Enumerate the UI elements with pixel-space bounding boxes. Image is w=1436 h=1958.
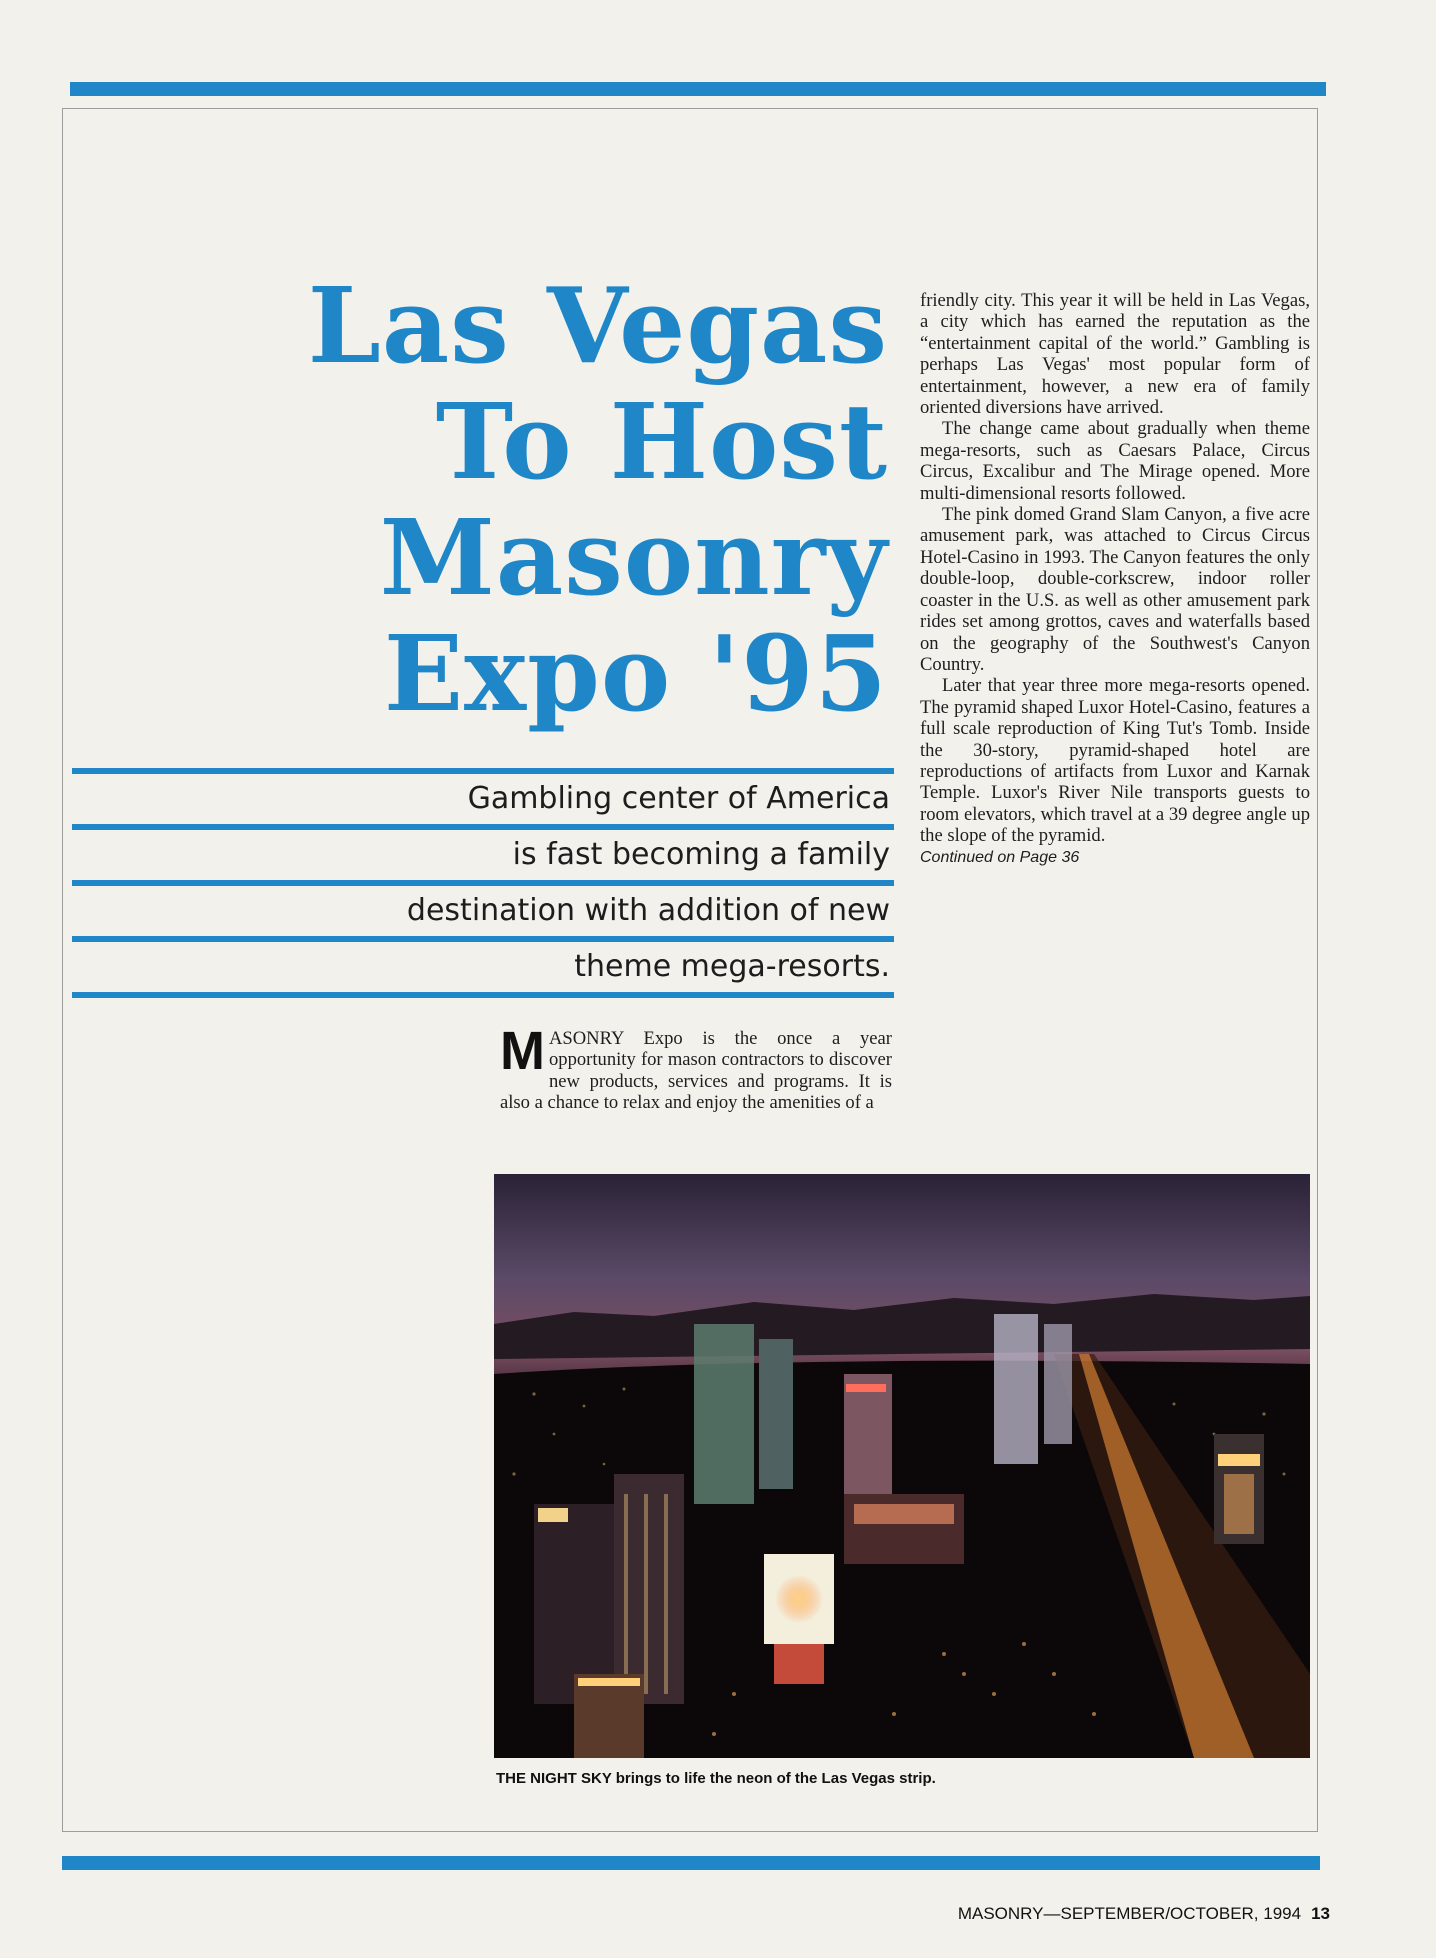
deck-line-3: destination with addition of new	[406, 893, 890, 928]
deck-line-2: is fast becoming a family	[512, 837, 890, 872]
las-vegas-night-illustration	[494, 1174, 1310, 1758]
headline-line-2: To Host	[435, 380, 888, 503]
deck-line-4: theme mega-resorts.	[574, 949, 890, 984]
article-paragraph: friendly city. This year it will be held in Las Vegas, a city which has earned the reputation as the “entertainment capital of the world.” Gambling is perhaps Las Vegas' most popular form of entertainment, however, a new era of family oriented diversions have arrived.	[920, 290, 1310, 419]
article-intro-text: ASONRY Expo is the once a year opportunity for mason contractors to discover new products, services and programs. It is also a chance to relax and enjoy the amenities of a	[500, 1028, 892, 1114]
deck-line-1: Gambling center of America	[467, 781, 890, 816]
headline-line-4: Expo '95	[383, 612, 888, 735]
headline	[250, 264, 888, 735]
photo-caption: THE NIGHT SKY brings to life the neon of the Las Vegas strip.	[496, 1770, 936, 1787]
page-number: 13	[1311, 1904, 1330, 1923]
article-paragraph: The change came about gradually when theme mega-resorts, such as Caesars Palace, Circus Circus, Excalibur and The Mirage opened. More multi-dimensional resorts followed.	[920, 418, 1310, 504]
bottom-rule	[62, 1856, 1320, 1870]
article-paragraph: The pink domed Grand Slam Canyon, a five acre amusement park, was attached to Circus Circus Hotel-Casino in 1993. The Canyon features the only double-loop, double-corkscrew, indoor roller coaster in the U.S. as well as other amusement park rides set among grottos, caves and waterfalls based on the geography of the Southwest's Canyon Country.	[920, 504, 1310, 675]
footer-publication: MASONRY—SEPTEMBER/OCTOBER, 1994	[957, 1904, 1302, 1923]
deck-rule	[72, 992, 894, 998]
headline-line-3: Masonry	[379, 496, 888, 619]
page-footer	[870, 1904, 1330, 1924]
top-rule	[70, 82, 1326, 96]
las-vegas-night-photo	[494, 1174, 1310, 1758]
continued-note: Continued on Page 36	[920, 848, 1080, 866]
article-intro-paragraph	[500, 1021, 892, 1114]
deck-subhead	[72, 768, 894, 998]
headline-line-1: Las Vegas	[307, 264, 888, 387]
drop-cap: M	[500, 1021, 545, 1081]
article-column-left	[500, 1021, 892, 1114]
article-paragraph: Later that year three more mega-resorts opened. The pyramid shaped Luxor Hotel-Casino, features a full scale reproduction of King Tut's Tomb. Inside the 30-story, pyramid-shaped hotel are reproductions of artifacts from Luxor and Karnak Temple. Luxor's River Nile transports guests to room elevators, which travel at a 39 degree angle up the slope of the pyramid.	[920, 675, 1310, 847]
article-column-right	[920, 290, 1310, 868]
